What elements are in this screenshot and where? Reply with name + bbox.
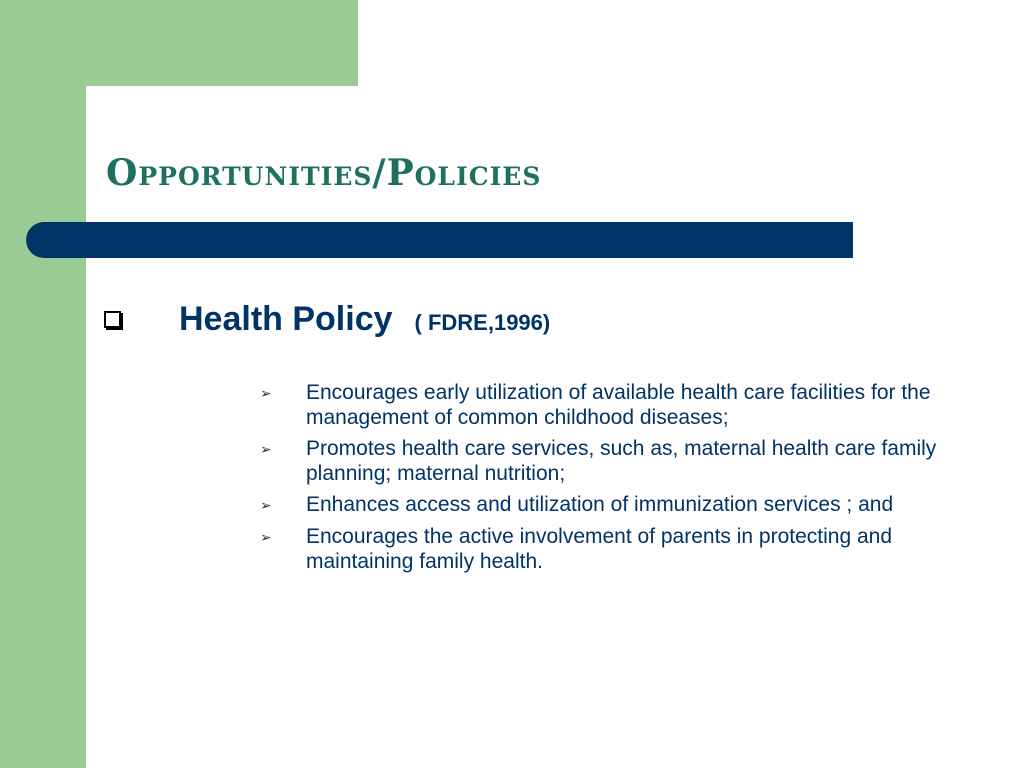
list-item xyxy=(258,524,958,574)
arrowhead-icon: ➢ xyxy=(260,441,272,457)
slide-title: Opportunities/Policies xyxy=(106,152,542,194)
list-item xyxy=(258,380,958,430)
title-underline-bar xyxy=(26,222,853,258)
section-heading-row xyxy=(104,300,550,339)
green-side-band xyxy=(0,0,86,768)
list-item xyxy=(258,436,958,486)
bullet-text: Promotes health care services, such as, maternal health care family planning; maternal nutrition; xyxy=(306,437,937,485)
bullet-list xyxy=(258,380,958,580)
section-subheading: ( FDRE,1996) xyxy=(414,310,551,335)
arrowhead-icon: ➢ xyxy=(260,385,272,401)
hollow-square-icon xyxy=(104,311,121,328)
arrowhead-icon: ➢ xyxy=(260,497,272,513)
bullet-text: Enhances access and utilization of immunization services ; and xyxy=(306,493,894,516)
bullet-text: Encourages early utilization of available health care facilities for the management of common childhood diseases; xyxy=(306,381,931,429)
arrowhead-icon: ➢ xyxy=(260,529,272,545)
list-item xyxy=(258,492,958,518)
section-heading: Health Policy xyxy=(179,300,393,338)
bullet-text: Encourages the active involvement of parents in protecting and maintaining family health. xyxy=(306,525,893,573)
